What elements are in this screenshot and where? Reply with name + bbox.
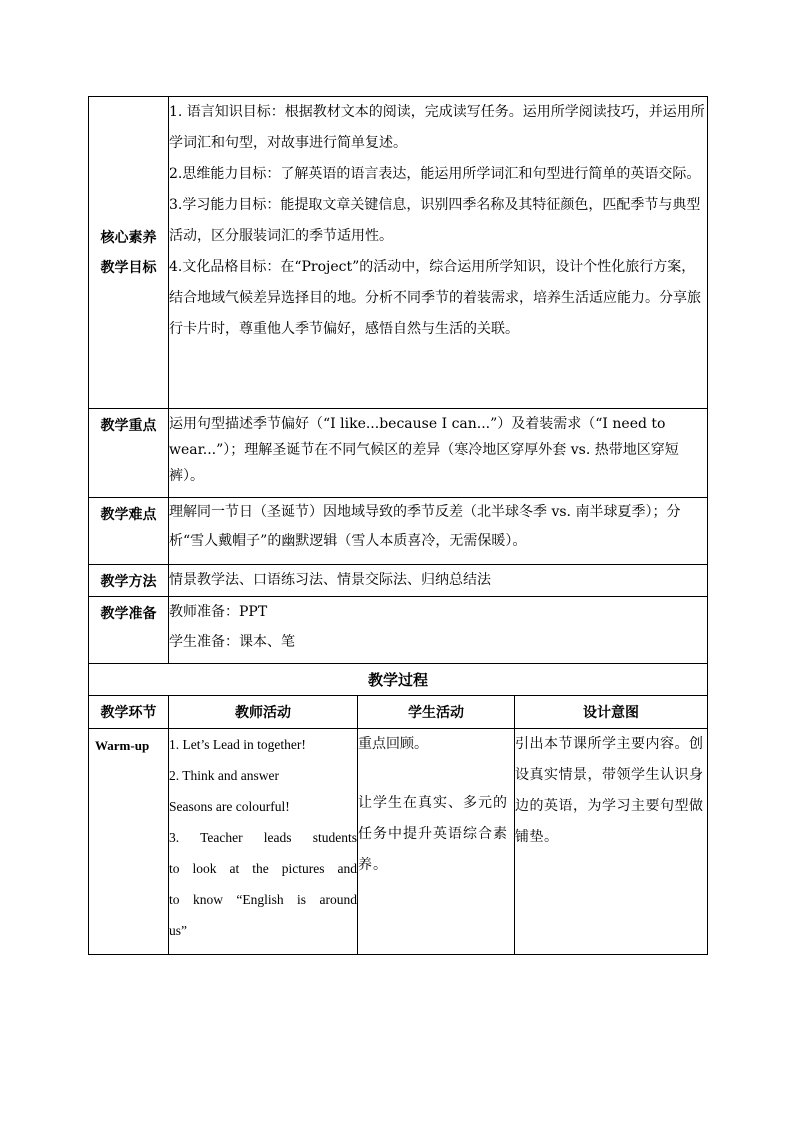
teacher-line: 2. Think and answer	[169, 768, 279, 783]
lesson-plan-table	[88, 96, 708, 955]
preparation-row	[89, 597, 708, 664]
core-goals-label	[89, 97, 169, 409]
teacher-line: 3. Teacher leads students	[169, 830, 357, 845]
header-teacher-activity: 教师活动	[169, 696, 358, 729]
warmup-teacher-activity	[169, 729, 358, 955]
goal-item: 1. 语言知识目标：根据教材文本的阅读，完成读写任务。运用所学阅读技巧，并运用所学词汇和句型，对故事进行简单复述。	[169, 104, 705, 151]
process-title: 教学过程	[89, 664, 708, 696]
student-preparation: 学生准备：课本、笔	[169, 634, 295, 650]
preparation-label-text: 教学准备	[100, 606, 157, 622]
key-points-row	[89, 409, 708, 498]
methods-label-text: 教学方法	[100, 573, 157, 590]
key-points-content: 运用句型描述季节偏好（“I like...because I can...”）及着装需求（“I need to wear...”）；理解圣诞节在不同气候区的差异（寒冷地区穿厚外套 vs. 热带地区穿短裤）。	[169, 409, 708, 498]
difficulties-row	[89, 498, 708, 565]
warmup-stage	[89, 729, 169, 955]
difficulties-label	[89, 498, 169, 565]
header-stage: 教学环节	[89, 696, 169, 729]
teacher-line: us”	[169, 923, 187, 938]
warmup-row	[89, 729, 708, 955]
key-points-label-text: 教学重点	[100, 418, 157, 434]
difficulties-label-text: 教学难点	[100, 507, 157, 523]
methods-row	[89, 565, 708, 597]
preparation-label	[89, 597, 169, 664]
student-activity-goal: 让学生在真实、多元的任务中提升英语综合素养。	[358, 795, 508, 873]
goal-item: 4.文化品格目标：在“Project”的活动中，综合运用所学知识，设计个性化旅行方案，结合地域气候差异选择目的地。分析不同季节的着装需求，培养生活适应能力。分享旅行卡片时，尊重他人季节偏好，感悟自然与生活的关联。	[169, 259, 701, 337]
preparation-content	[169, 597, 708, 664]
teacher-line: Seasons are colourful!	[169, 799, 290, 814]
core-goals-content	[169, 97, 708, 409]
student-activity-review: 重点回顾。	[358, 736, 428, 752]
difficulties-content: 理解同一节日（圣诞节）因地域导致的季节反差（北半球冬季 vs. 南半球夏季）；分析“雪人戴帽子”的幽默逻辑（雪人本质喜冷，无需保暖）。	[169, 498, 708, 565]
process-title-row	[89, 664, 708, 696]
warmup-design-intent: 引出本节课所学主要内容。创设真实情景，带领学生认识身边的英语，为学习主要句型做铺垫。	[515, 729, 708, 955]
warmup-student-activity	[358, 729, 515, 955]
key-points-label	[89, 409, 169, 498]
header-design-intent: 设计意图	[515, 696, 708, 729]
teacher-preparation: 教师准备：PPT	[169, 604, 268, 620]
core-goals-row	[89, 97, 708, 409]
process-header-row	[89, 696, 708, 729]
core-goals-label-line1: 核心素养	[100, 229, 157, 246]
core-goals-label-line2: 教学目标	[100, 259, 157, 276]
teacher-line: to look at the pictures and	[169, 861, 357, 876]
warmup-stage-text: Warm-up	[95, 738, 150, 753]
teacher-line: to know “English is around	[169, 892, 357, 907]
goal-item: 2.思维能力目标：了解英语的语言表达，能运用所学词汇和句型进行简单的英语交际。	[169, 166, 701, 182]
goal-item: 3.学习能力目标：能提取文章关键信息，识别四季名称及其特征颜色，匹配季节与典型活动，区分服装词汇的季节适用性。	[169, 197, 701, 244]
methods-content: 情景教学法、口语练习法、情景交际法、归纳总结法	[169, 565, 708, 597]
methods-label	[89, 565, 169, 597]
header-student-activity: 学生活动	[358, 696, 515, 729]
teacher-line: 1. Let’s Lead in together!	[169, 737, 306, 752]
